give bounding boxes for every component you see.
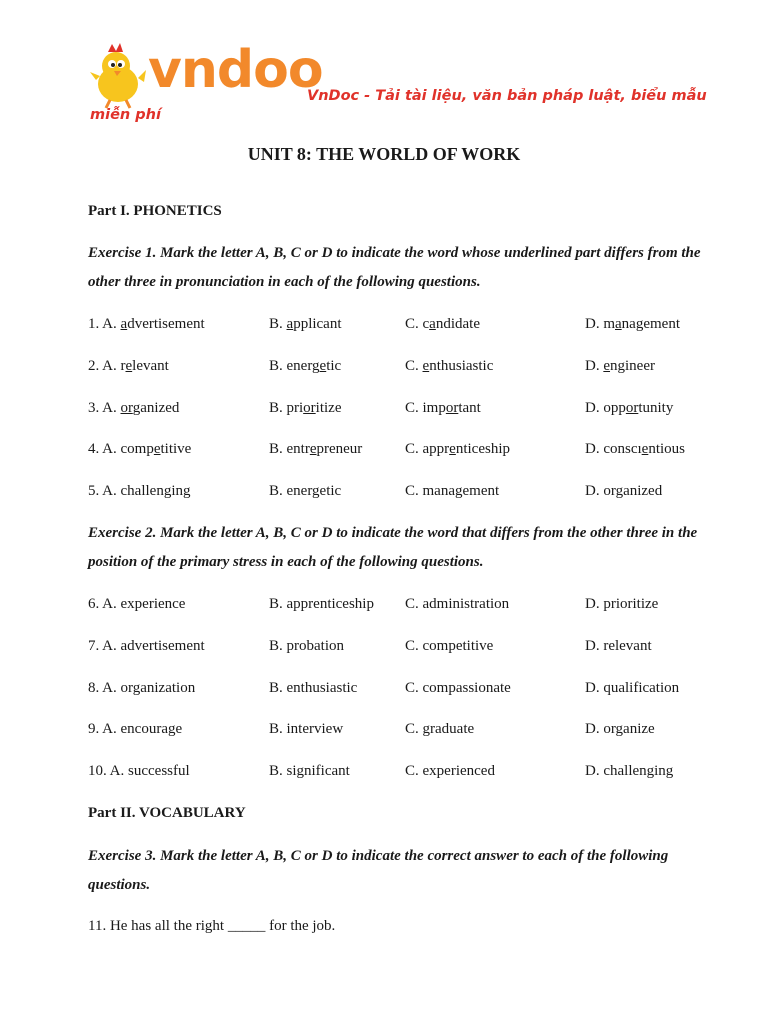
answer-option: 3. A. organized	[88, 400, 180, 416]
underlined-part: e	[153, 441, 161, 457]
answer-option: 1. A. advertisement	[88, 316, 205, 332]
underlined-part: e	[603, 358, 611, 374]
answer-option: 10. A. successful	[88, 763, 190, 779]
answer-option: C. enthusiastic	[405, 358, 494, 374]
underlined-part: g	[615, 483, 624, 499]
answer-option: B. significant	[269, 763, 350, 779]
answer-option: C. graduate	[405, 721, 475, 737]
answer-option: B. prioritize	[269, 400, 342, 416]
underlined-part: g	[455, 483, 463, 499]
question-row	[0, 596, 768, 618]
answer-option: 9. A. encourage	[88, 721, 183, 737]
answer-option: C. apprenticeship	[405, 441, 510, 457]
page-title: UNIT 8: THE WORLD OF WORK	[247, 144, 521, 164]
answer-option: C. management	[405, 483, 500, 499]
answer-option: B. apprenticeship	[269, 596, 374, 612]
exercise-2-instruction: Exercise 2. Mark the letter A, B, C or D to indicate the word that differs from the other three in the position of the primary stress in each of the following questions.	[88, 525, 698, 570]
question-row	[0, 483, 768, 505]
question-row	[0, 721, 768, 743]
exercise-1-instruction: Exercise 1. Mark the letter A, B, C or D to indicate the word whose underlined part differs from the other three in pronunciation in each of the following questions.	[88, 245, 701, 290]
underlined-part: a	[615, 316, 622, 332]
answer-option: C. candidate	[405, 316, 480, 332]
answer-option: D. challenging	[585, 763, 674, 779]
question-row	[0, 638, 768, 660]
answer-option: B. entrepreneur	[269, 441, 363, 457]
answer-option: D. engineer	[585, 358, 655, 374]
answer-option: D. organized	[585, 483, 663, 499]
underlined-part: e	[422, 358, 430, 374]
question-row	[0, 680, 768, 702]
answer-option: D. opportunity	[585, 400, 674, 416]
question-row	[0, 441, 768, 463]
underlined-part: or	[303, 400, 316, 416]
logo-wordmark: vndoo	[148, 40, 323, 100]
answer-option: B. enthusiastic	[269, 680, 358, 696]
underlined-part: e	[319, 358, 327, 374]
question-row	[0, 358, 768, 380]
underlined-part: a	[120, 316, 128, 332]
underlined-part: g	[312, 483, 320, 499]
answer-option: 5. A. challenging	[88, 483, 191, 499]
chicken-mascot-logo	[88, 42, 148, 110]
vndoc-header	[0, 0, 768, 130]
part-2-heading: Part II. VOCABULARY	[88, 805, 246, 821]
answer-option: D. prioritize	[585, 596, 659, 612]
answer-option: C. compassionate	[405, 680, 511, 696]
answer-option: B. interview	[269, 721, 344, 737]
question-row	[0, 400, 768, 422]
part-1-heading: Part I. PHONETICS	[88, 203, 222, 219]
underlined-part: a	[286, 316, 294, 332]
answer-option: 2. A. relevant	[88, 358, 169, 374]
answer-option: D. conscıentious	[585, 441, 686, 457]
answer-option: C. experienced	[405, 763, 495, 779]
header-tagline[interactable]: VnDoc - Tải tài liệu, văn bản pháp luật, biểu mẫu	[307, 88, 707, 104]
answer-option: D. relevant	[585, 638, 652, 654]
underlined-part: e	[125, 358, 133, 374]
exercise-3-instruction: Exercise 3. Mark the letter A, B, C or D to indicate the correct answer to each of the following questions.	[88, 848, 669, 893]
underlined-part: e	[309, 441, 317, 457]
answer-option: 4. A. competitive	[88, 441, 192, 457]
underlined-part: or	[625, 400, 639, 416]
underlined-part: or	[445, 400, 459, 416]
question-row	[0, 763, 768, 785]
question-11: 11. He has all the right _____ for the job.	[88, 918, 336, 934]
header-tagline-continued[interactable]: miễn phí	[90, 107, 161, 123]
answer-option: B. energetic	[269, 483, 342, 499]
answer-option: C. competitive	[405, 638, 494, 654]
answer-option: D. management	[585, 316, 680, 332]
underlined-part: a	[429, 316, 436, 332]
answer-option: D. qualification	[585, 680, 680, 696]
question-row	[0, 316, 768, 338]
underlined-part: e	[449, 441, 456, 457]
answer-option: B. energetic	[269, 358, 342, 374]
answer-option: 8. A. organization	[88, 680, 196, 696]
underlined-part: or	[120, 400, 133, 416]
underlined-part: e	[641, 441, 649, 457]
answer-option: 6. A. experience	[88, 596, 186, 612]
answer-option: B. applicant	[269, 316, 342, 332]
answer-option: B. probation	[269, 638, 344, 654]
answer-option: C. administration	[405, 596, 510, 612]
answer-option: D. organize	[585, 721, 655, 737]
underlined-part: g	[163, 483, 172, 499]
answer-option: 7. A. advertisement	[88, 638, 205, 654]
answer-option: C. important	[405, 400, 481, 416]
